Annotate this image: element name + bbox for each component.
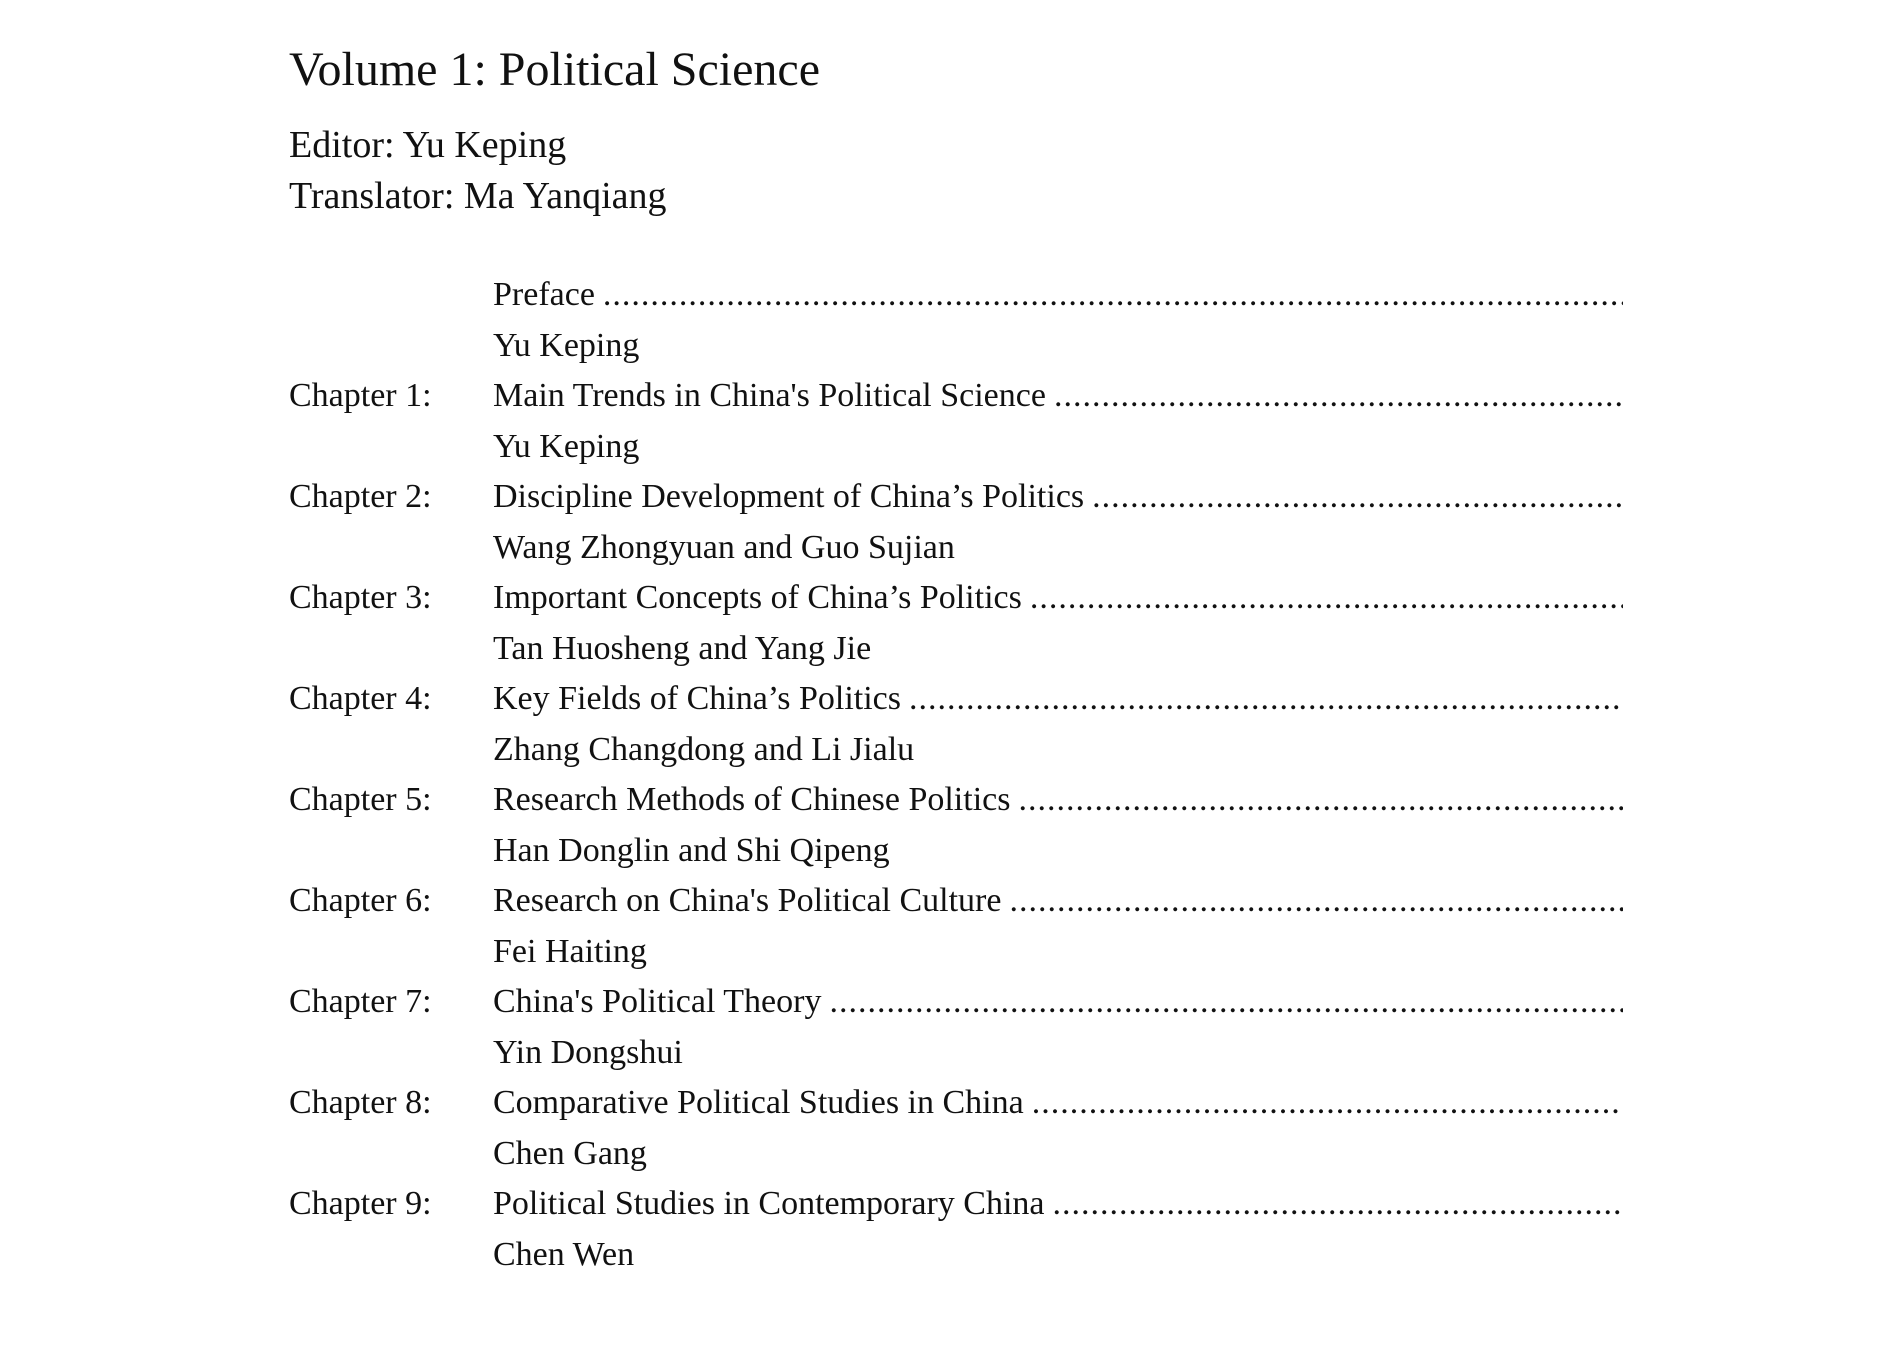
entry-title: Key Fields of China’s Politics bbox=[493, 680, 901, 718]
chapter-label: Chapter 5: bbox=[289, 781, 432, 819]
chapter-label: Chapter 1: bbox=[289, 377, 432, 415]
entry-author: Chen Wen bbox=[493, 1235, 635, 1273]
entry-author: Zhang Changdong and Li Jialu bbox=[493, 730, 915, 768]
entry-title: Research on China's Political Culture bbox=[493, 882, 1002, 920]
entry-author: Wang Zhongyuan and Guo Sujian bbox=[493, 528, 955, 566]
volume-title: Volume 1: Political Science bbox=[289, 43, 821, 96]
toc-author-line bbox=[289, 422, 1629, 473]
entry-title-wrap bbox=[493, 781, 1623, 819]
entry-title-wrap bbox=[493, 983, 1623, 1021]
dot-leader bbox=[1054, 377, 1623, 415]
entry-title: Main Trends in China's Political Science bbox=[493, 377, 1046, 415]
toc-author-line bbox=[289, 523, 1629, 574]
editor-line: Editor: Yu Keping bbox=[289, 124, 567, 166]
chapter-label: Chapter 7: bbox=[289, 983, 432, 1021]
entry-title: China's Political Theory bbox=[493, 983, 822, 1021]
dot-leader bbox=[1092, 478, 1623, 516]
toc-entry-chapter-8 bbox=[289, 1078, 1629, 1179]
dot-leader bbox=[829, 983, 1623, 1021]
toc-entry-chapter-7 bbox=[289, 977, 1629, 1078]
toc-author-line bbox=[289, 725, 1629, 776]
entry-title-wrap bbox=[493, 276, 1623, 314]
entry-title-wrap bbox=[493, 1185, 1623, 1223]
toc-title-line bbox=[289, 1179, 1629, 1230]
entry-title: Preface bbox=[493, 276, 595, 314]
entry-title-wrap bbox=[493, 579, 1623, 617]
entry-author: Fei Haiting bbox=[493, 932, 647, 970]
toc-author-line bbox=[289, 321, 1629, 372]
entry-author: Yu Keping bbox=[493, 326, 640, 364]
entry-author: Chen Gang bbox=[493, 1134, 647, 1172]
entry-author: Han Donglin and Shi Qipeng bbox=[493, 831, 890, 869]
toc-author-line bbox=[289, 1028, 1629, 1079]
chapter-label: Chapter 9: bbox=[289, 1185, 432, 1223]
toc-title-line bbox=[289, 371, 1629, 422]
dot-leader bbox=[909, 680, 1623, 718]
dot-leader bbox=[1018, 781, 1623, 819]
toc-title-line bbox=[289, 573, 1629, 624]
table-of-contents bbox=[289, 270, 1629, 1280]
toc-author-line bbox=[289, 1230, 1629, 1281]
toc-title-line bbox=[289, 1078, 1629, 1129]
entry-title-wrap bbox=[493, 478, 1623, 516]
chapter-label: Chapter 8: bbox=[289, 1084, 432, 1122]
toc-author-line bbox=[289, 927, 1629, 978]
toc-entry-chapter-3 bbox=[289, 573, 1629, 674]
toc-author-line bbox=[289, 826, 1629, 877]
entry-title: Political Studies in Contemporary China bbox=[493, 1185, 1045, 1223]
entry-title: Discipline Development of China’s Politics bbox=[493, 478, 1085, 516]
toc-title-line bbox=[289, 674, 1629, 725]
toc-title-line bbox=[289, 472, 1629, 523]
entry-title-wrap bbox=[493, 1084, 1623, 1122]
toc-entry-chapter-1 bbox=[289, 371, 1629, 472]
toc-entry-chapter-6 bbox=[289, 876, 1629, 977]
dot-leader bbox=[1032, 1084, 1623, 1122]
entry-title-wrap bbox=[493, 882, 1623, 920]
toc-entry-chapter-2 bbox=[289, 472, 1629, 573]
entry-title: Important Concepts of China’s Politics bbox=[493, 579, 1022, 617]
toc-entry-chapter-4 bbox=[289, 674, 1629, 775]
chapter-label: Chapter 2: bbox=[289, 478, 432, 516]
dot-leader bbox=[1053, 1185, 1623, 1223]
entry-author: Yin Dongshui bbox=[493, 1033, 683, 1071]
toc-author-line bbox=[289, 624, 1629, 675]
entry-title: Comparative Political Studies in China bbox=[493, 1084, 1024, 1122]
entry-author: Yu Keping bbox=[493, 427, 640, 465]
toc-title-line bbox=[289, 270, 1629, 321]
chapter-label: Chapter 3: bbox=[289, 579, 432, 617]
toc-entry-chapter-5 bbox=[289, 775, 1629, 876]
translator-line: Translator: Ma Yanqiang bbox=[289, 175, 667, 217]
toc-title-line bbox=[289, 977, 1629, 1028]
chapter-label: Chapter 4: bbox=[289, 680, 432, 718]
dot-leader bbox=[1030, 579, 1623, 617]
dot-leader bbox=[1009, 882, 1623, 920]
toc-entry-preface bbox=[289, 270, 1629, 371]
toc-author-line bbox=[289, 1129, 1629, 1180]
chapter-label: Chapter 6: bbox=[289, 882, 432, 920]
toc-title-line bbox=[289, 775, 1629, 826]
credits bbox=[289, 120, 667, 222]
dot-leader bbox=[603, 276, 1623, 314]
entry-title-wrap bbox=[493, 377, 1623, 415]
toc-title-line bbox=[289, 876, 1629, 927]
entry-author: Tan Huosheng and Yang Jie bbox=[493, 629, 872, 667]
entry-title: Research Methods of Chinese Politics bbox=[493, 781, 1011, 819]
entry-title-wrap bbox=[493, 680, 1623, 718]
toc-entry-chapter-9 bbox=[289, 1179, 1629, 1280]
